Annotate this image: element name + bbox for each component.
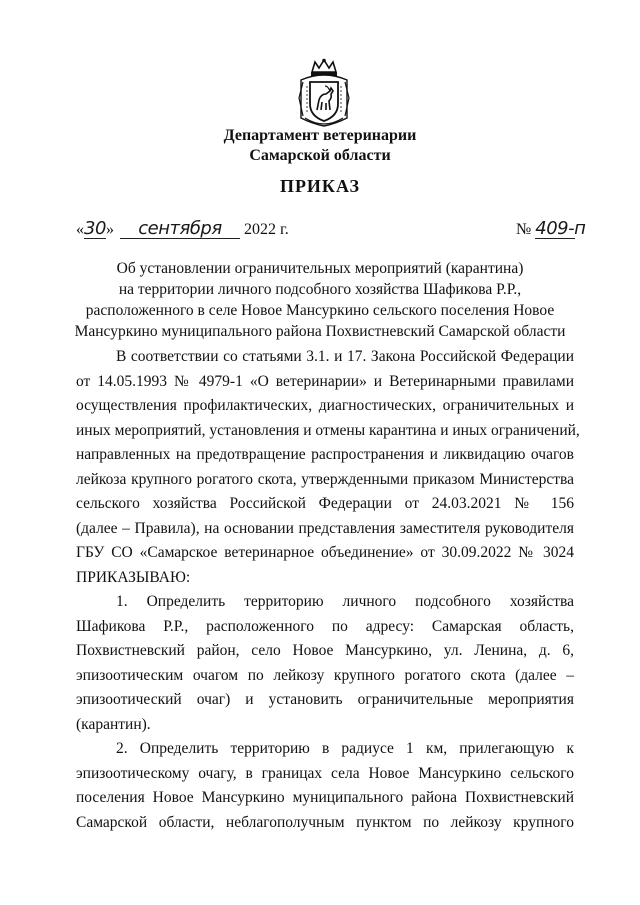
text-line: 1. Определить территорию личного подсобного хозяйства (116, 593, 574, 610)
text-line: направленных на предотвращение распространения и ликвидацию очагов (76, 446, 574, 463)
text-line: от 14.05.1993 № 4979-1 «О ветеринарии» и Ветеринарными правилами (76, 372, 574, 390)
subject-line: Мансуркино муниципального района Похвистневский Самарской области (74, 323, 566, 340)
intro-paragraph (76, 345, 580, 590)
text-line: 2. Определить территорию в радиусе 1 км, прилегающую к (116, 740, 574, 757)
text-line: Похвистневский район, село Новое Мансуркино, ул. Ленина, д. 6, (76, 642, 574, 659)
date-open-quote: « (76, 221, 84, 238)
date-month: сентября (120, 220, 240, 239)
text-line: В соответствии со статьями 3.1. и 17. Закона Российской Федерации (116, 348, 574, 365)
date-close-quote: » (106, 221, 114, 238)
text-line: лейкоза крупного рогатого скота, утвержденными приказом Министерства (76, 470, 574, 488)
text-line: иных мероприятий, установления и отмены карантина и иных ограничений, (76, 421, 580, 439)
document-body (76, 345, 580, 835)
date-day: 30 (84, 218, 106, 239)
subject-line: Об установлении ограничительных мероприятий (карантина) (116, 260, 524, 277)
text-line: (карантин). (76, 715, 151, 733)
text-line: эпизоотическому очагу, в границах села Новое Мансуркино сельского (76, 764, 574, 782)
item-1-paragraph (76, 590, 574, 737)
samara-coat-of-arms-icon (295, 58, 353, 130)
document-subject (60, 258, 580, 342)
text-line: (далее – Правила), на основании представления заместителя руководителя (76, 519, 574, 537)
number-sign: № (516, 221, 532, 238)
subject-line: расположенного в селе Новое Мансуркино сельского поселения Новое (85, 302, 555, 319)
item-2-paragraph (76, 737, 574, 835)
text-line: эпизоотический очаг) и установить ограничительные мероприятия (76, 691, 574, 708)
department-region: Самарской области (249, 147, 391, 164)
document-date (76, 220, 289, 239)
document-number (516, 218, 586, 239)
subject-line: на территории личного подсобного хозяйства Шафикова Р.Р., (118, 281, 522, 298)
text-line: осуществления профилактических, диагностических, ограничительных и (76, 397, 574, 414)
text-line: ГБУ СО «Самарское ветеринарное объединение» от 30.09.2022 № 3024 (76, 544, 574, 561)
text-line: Самарской области, неблагополучным пунктом по лейкозу крупного (76, 813, 574, 831)
text-line: эпизоотическим очагом по лейкозу крупного рогатого скота (далее – (76, 666, 574, 684)
date-year: 2022 г. (244, 221, 289, 238)
text-line: Шафикова Р.Р., расположенного по адресу: Самарская область, (76, 617, 574, 635)
document-title: ПРИКАЗ (279, 176, 361, 196)
text-line: поселения Новое Мансуркино муниципального района Похвистневский (76, 789, 574, 806)
department-name: Департамент ветеринарии (223, 127, 417, 144)
number-value: 409-п (535, 218, 586, 239)
text-line: сельского хозяйства Российской Федерации от 24.03.2021 № 156 (76, 495, 574, 512)
text-line: ПРИКАЗЫВАЮ: (76, 568, 191, 586)
